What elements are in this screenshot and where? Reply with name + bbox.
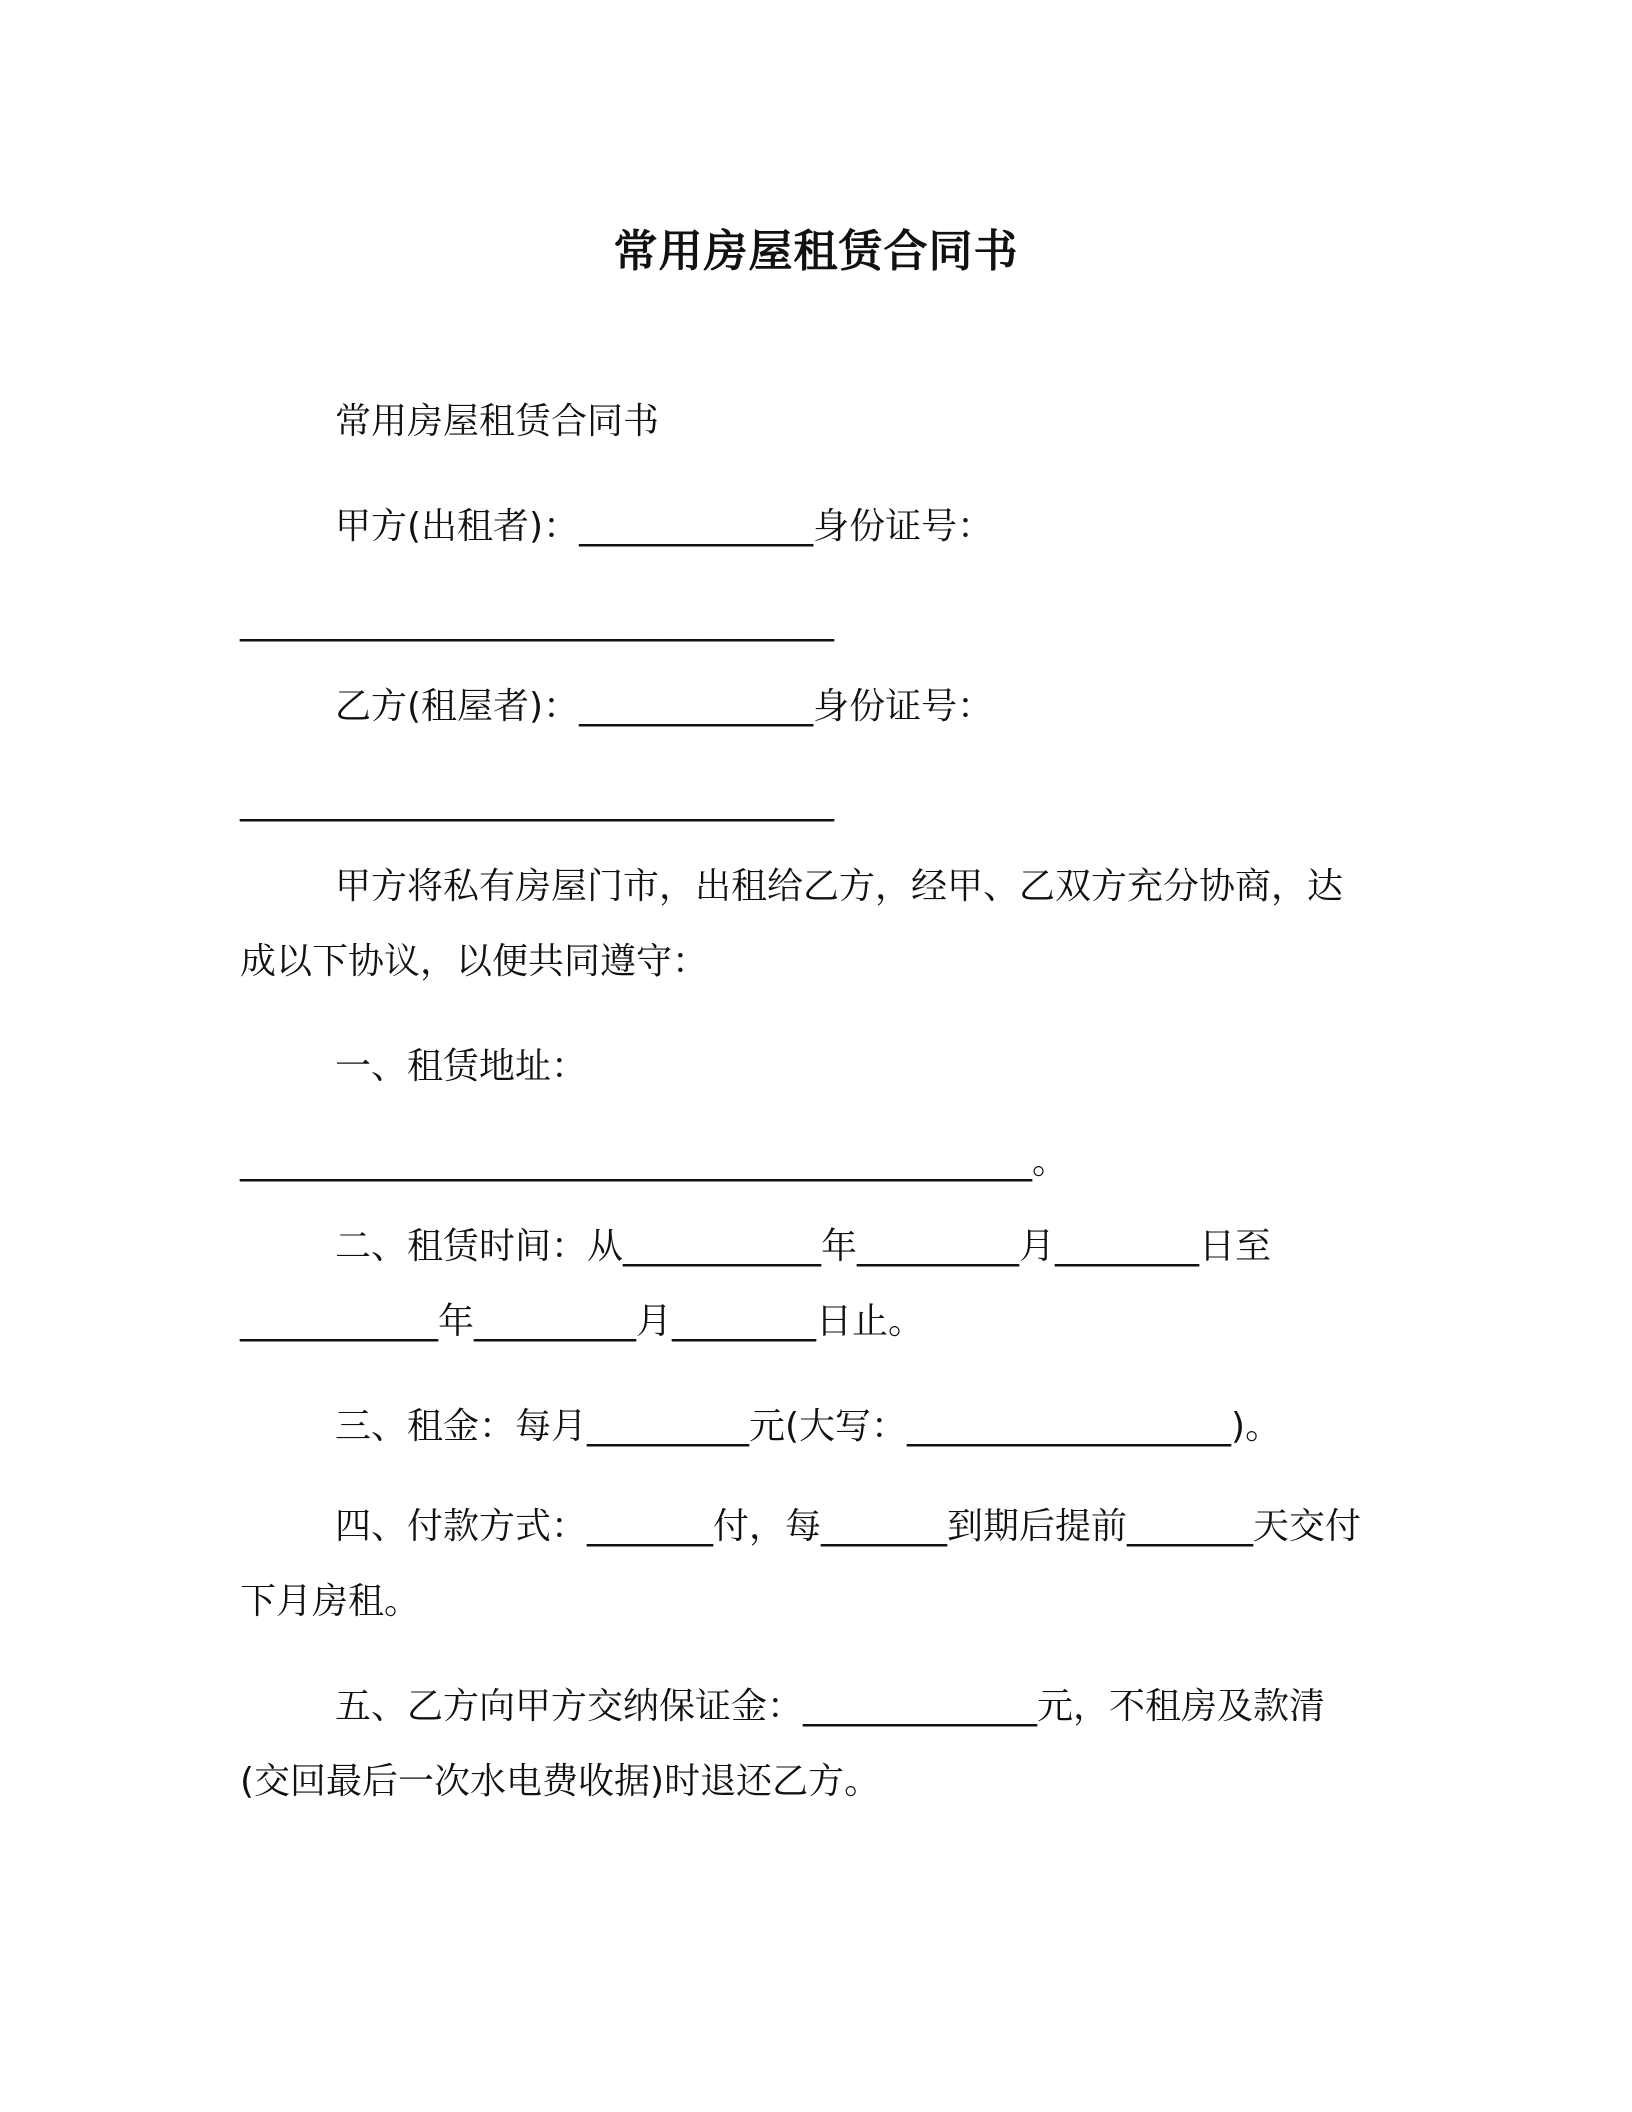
clause-5-line-2: (交回最后一次水电费收据)时退还乙方。: [240, 1761, 881, 1802]
party-b-line: 乙方(租屋者)：_____________身份证号：: [335, 686, 994, 727]
clause-1-heading: 一、租赁地址：: [335, 1046, 588, 1087]
clause-1-address-blank: ____________________________________________。: [240, 1141, 1068, 1182]
clause-4-line-1: 四、付款方式：_______付，每_______到期后提前_______天交付: [335, 1506, 1362, 1547]
party-a-id-blank-line: _________________________________: [240, 601, 834, 642]
clause-3-line: 三、租金：每月_________元(大写：__________________)。: [335, 1406, 1282, 1447]
document-title: 常用房屋租赁合同书: [613, 226, 1019, 277]
intro-paragraph-line-1: 甲方将私有房屋门市，出租给乙方，经甲、乙双方充分协商，达: [335, 866, 1344, 907]
intro-paragraph-line-2: 成以下协议，以便共同遵守：: [240, 941, 709, 982]
party-b-id-blank-line: _________________________________: [240, 781, 834, 822]
clause-2-line-1: 二、租赁时间：从___________年_________月________日至: [335, 1226, 1272, 1267]
clause-2-line-2: ___________年_________月________日止。: [240, 1301, 925, 1342]
clause-4-line-2: 下月房租。: [240, 1581, 421, 1622]
subtitle-line: 常用房屋租赁合同书: [335, 401, 660, 442]
party-a-line: 甲方(出租者)：_____________身份证号：: [335, 506, 994, 547]
clause-5-line-1: 五、乙方向甲方交纳保证金：_____________元，不租房及款清: [335, 1686, 1326, 1727]
